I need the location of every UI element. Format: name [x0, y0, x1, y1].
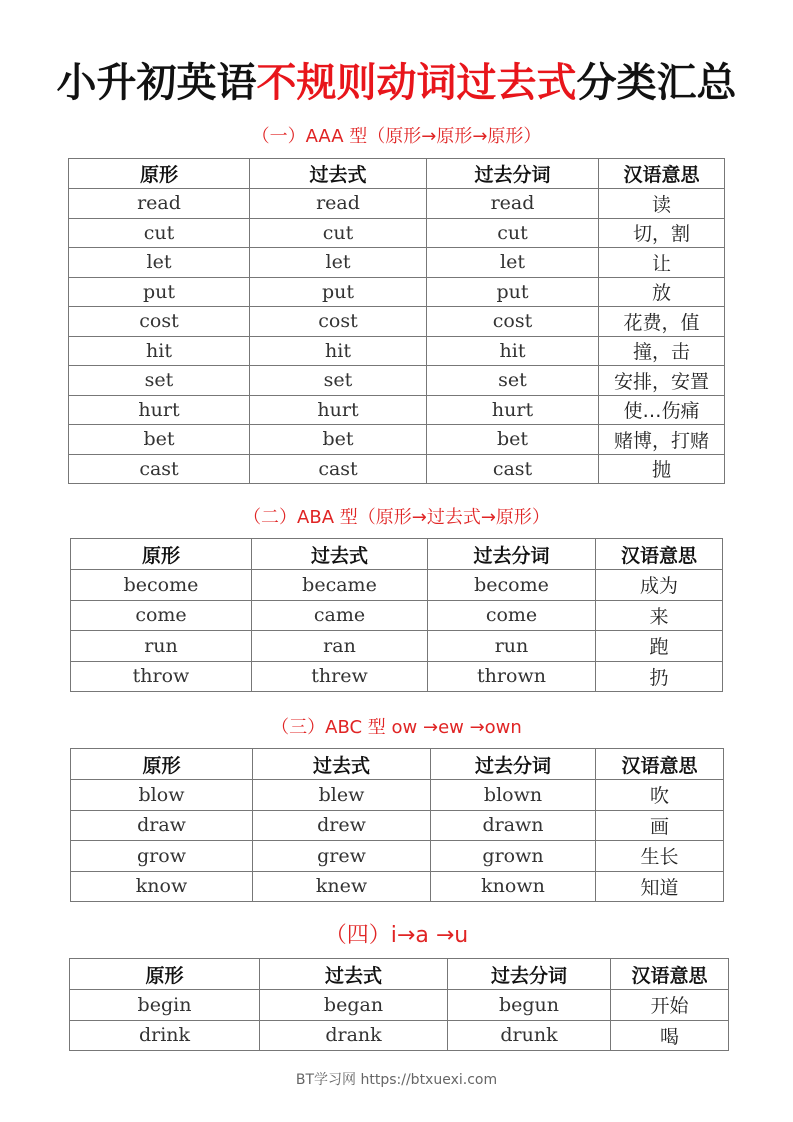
table-row [70, 1020, 729, 1051]
cell-past-tense: knew [253, 871, 431, 902]
header-past-tense: 过去式 [260, 959, 448, 990]
cell-past-participle: cost [427, 307, 599, 337]
header-past-tense: 过去式 [250, 159, 427, 189]
cell-past-participle: let [427, 248, 599, 278]
cell-past-tense: cast [250, 454, 427, 484]
header-past-participle: 过去分词 [428, 539, 596, 570]
cell-base-form: drink [70, 1020, 260, 1051]
cell-base-form: read [69, 189, 250, 219]
header-past-tense: 过去式 [253, 749, 431, 780]
cell-base-form: put [69, 277, 250, 307]
cell-past-participle: become [428, 570, 596, 601]
cell-past-participle: come [428, 600, 596, 631]
cell-past-tense: read [250, 189, 427, 219]
table-abc [70, 748, 724, 902]
cell-base-form: come [71, 600, 252, 631]
title-part-2-highlight: 不规则动词过去式 [256, 60, 577, 106]
cell-chinese-meaning: 喝 [611, 1020, 729, 1051]
cell-base-form: begin [70, 990, 260, 1021]
cell-past-tense: came [252, 600, 428, 631]
cell-past-tense: hurt [250, 395, 427, 425]
cell-base-form: cut [69, 218, 250, 248]
header-base-form: 原形 [71, 539, 252, 570]
cell-chinese-meaning: 生长 [596, 841, 724, 872]
title-part-3: 分类汇总 [576, 60, 737, 106]
header-chinese-meaning: 汉语意思 [611, 959, 729, 990]
cell-past-tense: began [260, 990, 448, 1021]
cell-past-tense: hit [250, 336, 427, 366]
cell-chinese-meaning: 来 [596, 600, 723, 631]
cell-base-form: cast [69, 454, 250, 484]
cell-chinese-meaning: 画 [596, 810, 724, 841]
cell-base-form: hit [69, 336, 250, 366]
cell-chinese-meaning: 撞，击 [599, 336, 725, 366]
table-row [71, 661, 723, 692]
cell-base-form: run [71, 631, 252, 662]
table-row [71, 570, 723, 601]
cell-base-form: bet [69, 425, 250, 455]
header-chinese-meaning: 汉语意思 [596, 539, 723, 570]
cell-chinese-meaning: 知道 [596, 871, 724, 902]
cell-chinese-meaning: 赌博，打赌 [599, 425, 725, 455]
footer-source: BT学习网 https://btxuexi.com [295, 1072, 498, 1088]
header-base-form: 原形 [70, 959, 260, 990]
header-base-form: 原形 [71, 749, 253, 780]
cell-past-participle: put [427, 277, 599, 307]
cell-base-form: become [71, 570, 252, 601]
cell-chinese-meaning: 跑 [596, 631, 723, 662]
cell-past-participle: drunk [448, 1020, 611, 1051]
cell-base-form: let [69, 248, 250, 278]
cell-chinese-meaning: 安排，安置 [599, 366, 725, 396]
header-past-participle: 过去分词 [427, 159, 599, 189]
cell-chinese-meaning: 切，割 [599, 218, 725, 248]
cell-past-tense: drew [253, 810, 431, 841]
table-row [71, 631, 723, 662]
cell-past-participle: read [427, 189, 599, 219]
cell-base-form: know [71, 871, 253, 902]
cell-base-form: draw [71, 810, 253, 841]
table-row [69, 395, 725, 425]
cell-base-form: hurt [69, 395, 250, 425]
cell-past-tense: bet [250, 425, 427, 455]
cell-past-tense: cut [250, 218, 427, 248]
header-base-form: 原形 [69, 159, 250, 189]
table-aaa [68, 158, 725, 484]
cell-chinese-meaning: 让 [599, 248, 725, 278]
section-heading-abc: （三）ABC 型 ow →ew →own [271, 717, 522, 738]
cell-chinese-meaning: 读 [599, 189, 725, 219]
cell-chinese-meaning: 扔 [596, 661, 723, 692]
cell-past-participle: begun [448, 990, 611, 1021]
cell-past-participle: hit [427, 336, 599, 366]
table-row [69, 454, 725, 484]
cell-past-tense: blew [253, 780, 431, 811]
cell-chinese-meaning: 开始 [611, 990, 729, 1021]
table-row [71, 810, 724, 841]
cell-past-participle: drawn [431, 810, 596, 841]
cell-base-form: set [69, 366, 250, 396]
cell-past-participle: bet [427, 425, 599, 455]
header-chinese-meaning: 汉语意思 [596, 749, 724, 780]
header-past-participle: 过去分词 [431, 749, 596, 780]
cell-past-participle: thrown [428, 661, 596, 692]
table-row [69, 425, 725, 455]
table-row [69, 189, 725, 219]
cell-past-tense: became [252, 570, 428, 601]
cell-past-tense: grew [253, 841, 431, 872]
table-row [69, 336, 725, 366]
cell-base-form: blow [71, 780, 253, 811]
cell-chinese-meaning: 使…伤痛 [599, 395, 725, 425]
cell-past-participle: known [431, 871, 596, 902]
cell-base-form: cost [69, 307, 250, 337]
cell-past-tense: let [250, 248, 427, 278]
table-aba [70, 538, 723, 692]
page-title [0, 58, 793, 108]
cell-chinese-meaning: 放 [599, 277, 725, 307]
table-i-a-u [69, 958, 729, 1051]
section-heading-i-a-u: （四）i→a →u [324, 923, 469, 948]
table-row [69, 307, 725, 337]
cell-past-tense: ran [252, 631, 428, 662]
cell-past-tense: put [250, 277, 427, 307]
table-row [70, 990, 729, 1021]
table-row [71, 600, 723, 631]
cell-past-tense: set [250, 366, 427, 396]
cell-chinese-meaning: 吹 [596, 780, 724, 811]
header-past-participle: 过去分词 [448, 959, 611, 990]
cell-past-participle: cut [427, 218, 599, 248]
header-past-tense: 过去式 [252, 539, 428, 570]
table-row [69, 366, 725, 396]
table-row [71, 871, 724, 902]
cell-past-tense: drank [260, 1020, 448, 1051]
table-row [71, 841, 724, 872]
table-row [69, 277, 725, 307]
cell-past-participle: run [428, 631, 596, 662]
table-row [71, 780, 724, 811]
cell-past-tense: cost [250, 307, 427, 337]
table-header-row [70, 959, 729, 990]
table-header-row [71, 539, 723, 570]
cell-chinese-meaning: 成为 [596, 570, 723, 601]
cell-base-form: throw [71, 661, 252, 692]
cell-past-participle: blown [431, 780, 596, 811]
table-row [69, 248, 725, 278]
header-chinese-meaning: 汉语意思 [599, 159, 725, 189]
cell-past-tense: threw [252, 661, 428, 692]
table-header-row [71, 749, 724, 780]
table-row [69, 218, 725, 248]
section-heading-aaa: （一）AAA 型（原形→原形→原形） [251, 126, 542, 147]
cell-past-participle: set [427, 366, 599, 396]
cell-past-participle: hurt [427, 395, 599, 425]
cell-past-participle: cast [427, 454, 599, 484]
cell-past-participle: grown [431, 841, 596, 872]
title-part-1: 小升初英语 [56, 60, 257, 106]
table-header-row [69, 159, 725, 189]
cell-base-form: grow [71, 841, 253, 872]
cell-chinese-meaning: 花费，值 [599, 307, 725, 337]
section-heading-aba: （二）ABA 型（原形→过去式→原形） [243, 507, 550, 528]
cell-chinese-meaning: 抛 [599, 454, 725, 484]
